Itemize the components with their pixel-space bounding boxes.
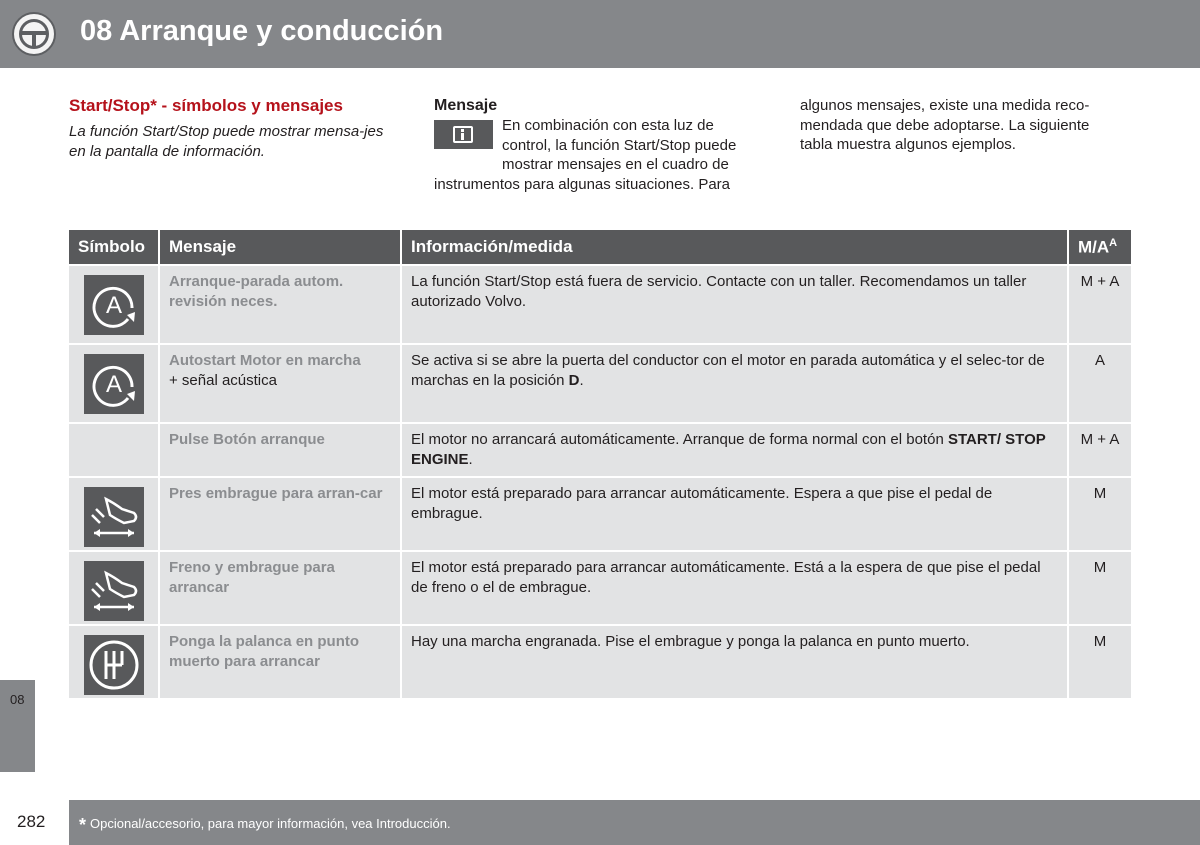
chapter-title: 08 Arranque y conducción: [80, 15, 444, 47]
header-ma-label: M/A: [1078, 237, 1110, 257]
steering-wheel-icon: [12, 12, 56, 56]
page-number: 282: [17, 812, 46, 831]
table-header-row: [69, 230, 1131, 265]
symbol-cell: [69, 265, 159, 344]
info-message-icon: [434, 120, 493, 149]
auto-start-stop-icon: [84, 354, 144, 414]
info-cell: [401, 551, 1068, 625]
info-cell: [401, 477, 1068, 551]
ma-cell: M + A: [1068, 423, 1131, 477]
chapter-tab-label: 08: [10, 692, 25, 707]
section-intro: La función Start/Stop puede mostrar mensa-jes en la pantalla de información.: [69, 123, 384, 160]
symbol-cell: [69, 625, 159, 699]
ma-cell: A: [1068, 344, 1131, 423]
message-cell: [159, 477, 401, 551]
table-row: [69, 551, 1131, 625]
message-name: Ponga la palanca en punto muerto para arrancar: [169, 633, 360, 670]
messages-table: [69, 230, 1131, 700]
header-ma-sup: A: [1109, 236, 1118, 249]
svg-text:A: A: [105, 371, 122, 398]
info-text: El motor está preparado para arrancar automáticamente. Está a la espera de que pise el pedal de freno o el de embrague.: [411, 559, 1041, 596]
message-line: control, la función Start/Stop puede: [502, 136, 737, 154]
pedal-icon: [84, 487, 144, 547]
message-name: Arranque-parada autom. revisión neces.: [169, 273, 344, 310]
info-text: El motor está preparado para arrancar automáticamente. Espera a que pise el pedal de embrague.: [411, 485, 993, 522]
info-text: Hay una marcha engranada. Pise el embrague y ponga la palanca en punto muerto.: [411, 633, 970, 650]
table-row: [69, 423, 1131, 477]
message-cell: [159, 265, 401, 344]
message-extra: + señal acústica: [169, 372, 277, 389]
footnote-mark: *: [79, 815, 87, 835]
table-row: [69, 477, 1131, 551]
message-line: En combinación con esta luz de: [502, 117, 714, 134]
ma-cell: M: [1068, 625, 1131, 699]
continuation-line: mendada que debe adoptarse. La siguiente: [800, 116, 1090, 134]
info-cell: [401, 423, 1068, 477]
message-line: instrumentos para algunas situaciones. Para: [434, 175, 731, 193]
message-cell: [159, 423, 401, 477]
symbol-cell: [69, 423, 159, 477]
message-name: Pulse Botón arranque: [169, 431, 325, 448]
message-name: Freno y embrague para arrancar: [169, 559, 335, 596]
info-cell: [401, 344, 1068, 423]
message-column: [434, 96, 764, 194]
footnote-text: Opcional/accesorio, para mayor información, vea Introducción.: [90, 816, 451, 831]
symbol-cell: [69, 551, 159, 625]
message-name: Autostart Motor en marcha: [169, 352, 361, 369]
chapter-tab: [0, 680, 35, 772]
table-row: [69, 344, 1131, 423]
table-row: [69, 625, 1131, 699]
info-after: .: [468, 451, 473, 468]
pedal-icon: [84, 561, 144, 621]
message-cell: [159, 344, 401, 423]
page-footer: [69, 800, 1200, 845]
info-text: La función Start/Stop está fuera de servicio. Contacte con un taller. Recomendamos un taller autorizado Volvo.: [411, 273, 1027, 310]
info-after: .: [579, 372, 584, 389]
gear-neutral-icon: [84, 635, 144, 695]
footnote: [79, 815, 451, 836]
message-name: Pres embrague para arran-car: [169, 485, 383, 502]
info-text: Se activa si se abre la puerta del conductor con el motor en parada automática y el selec-tor de marchas en la posición: [411, 352, 1045, 389]
message-cell: [159, 551, 401, 625]
ma-cell: M: [1068, 477, 1131, 551]
section-title: Start/Stop* - símbolos y mensajes: [69, 96, 343, 115]
header-ma: [1068, 230, 1131, 265]
info-cell: [401, 265, 1068, 344]
intro-column: [69, 96, 409, 162]
info-bold: D: [568, 372, 580, 389]
continuation-line: tabla muestra algunos ejemplos.: [800, 136, 1016, 153]
svg-text:A: A: [105, 292, 122, 319]
auto-start-stop-icon: [84, 275, 144, 335]
header-message: Mensaje: [159, 230, 401, 265]
symbol-cell: [69, 344, 159, 423]
info-cell: [401, 625, 1068, 699]
info-bold: START/ STOP ENGINE: [411, 431, 1046, 468]
page-header: [0, 0, 1200, 68]
header-info: Información/medida: [401, 230, 1068, 265]
ma-cell: M: [1068, 551, 1131, 625]
ma-cell: M + A: [1068, 265, 1131, 344]
symbol-cell: [69, 477, 159, 551]
info-text: El motor no arrancará automáticamente. Arranque de forma normal con el botón: [411, 431, 948, 448]
message-line: mostrar mensajes en el cuadro de: [502, 156, 729, 173]
continuation-line: algunos mensajes, existe una medida reco-: [800, 97, 1090, 114]
header-symbol: Símbolo: [69, 230, 159, 265]
table-row: [69, 265, 1131, 344]
message-cell: [159, 625, 401, 699]
continuation-column: [800, 96, 1120, 155]
message-heading: Mensaje: [434, 97, 498, 114]
